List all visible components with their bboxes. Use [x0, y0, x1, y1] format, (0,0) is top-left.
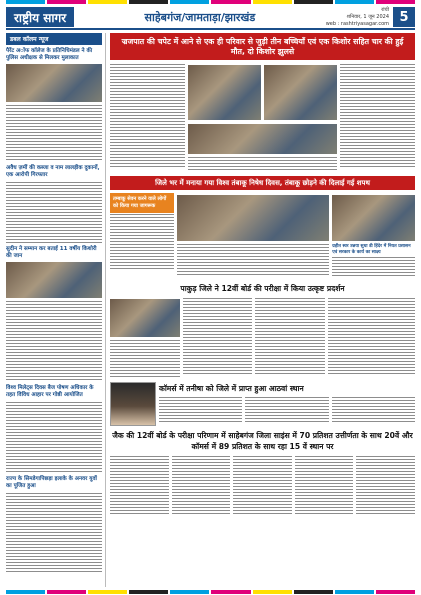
right-photo — [332, 195, 415, 241]
left-body-4 — [6, 401, 102, 473]
lead-body-1 — [110, 63, 185, 167]
pakur-photo-1 — [110, 299, 180, 337]
sahebganj-body-1 — [110, 455, 169, 515]
lead-photo-3 — [188, 124, 338, 154]
tobacco-banner: जिले भर में मनाया गया विश्व तंबाकू निषेध दिवस, तंबाकू छोड़ने की दिलाई गई शपथ — [110, 176, 415, 190]
pakur-inner-row — [110, 297, 325, 379]
lead-story-row — [110, 63, 415, 173]
pakur-col-c — [255, 297, 325, 379]
left-body-1 — [6, 104, 102, 162]
lead-col-3 — [340, 63, 415, 173]
tobacco-callout: तम्बाकू सेवन करने वाले लोगों को किया गया जागरूक — [110, 193, 174, 213]
left-column — [6, 33, 106, 587]
meta-web: web : rashtriyasagar.com — [325, 20, 389, 27]
left-headline-4: विश्व मिलेट्स दिवस बैज पोषण अधिकार के तहत विविध आहार पर गोष्ठी आयोजित — [6, 385, 94, 398]
left-headline-5: राज्य के सिमडेगापिछड़ा इलाके के अनवर युवों का पूजित हुआ — [6, 476, 97, 489]
lead-photo-1 — [188, 65, 261, 120]
tobacco-body-1 — [110, 213, 174, 269]
tobacco-photo — [177, 195, 330, 241]
tobacco-story-row — [110, 193, 415, 280]
meta-city: रांची — [381, 6, 389, 13]
section-title: साहेबगंज/जामताड़ा/झारखंड — [144, 10, 256, 24]
tobacco-body-2 — [177, 243, 330, 277]
left-headline-1: पैरेंट अॉफ कॉलेज के प्रतिनिधिमंडल ने की पुलिस अधीक्षक से मिलकर मुलाकात — [6, 48, 93, 61]
left-body-5 — [6, 492, 102, 572]
lead-photo-2 — [264, 65, 337, 120]
lead-photo-row — [188, 63, 338, 122]
commerce-headline: कॉमर्स में तनीषा को जिले में प्राप्त हुआ आठवां स्थान — [159, 384, 304, 393]
left-headline-2: अवैध ज़मीं की कब्जा व नाम लालड़ीक दुकानों, एक आरोपी गिरफ्तार — [6, 165, 100, 178]
lead-body-2 — [188, 156, 338, 171]
pakur-body-1 — [110, 339, 180, 377]
masthead — [6, 6, 415, 30]
commerce-body-2 — [245, 396, 328, 424]
pakur-col-a — [110, 297, 180, 379]
lead-col-1 — [110, 63, 185, 173]
right-body-2 — [328, 297, 415, 375]
sahebganj-body-row — [110, 455, 415, 517]
commerce-body-3 — [332, 396, 415, 424]
commerce-row — [110, 382, 415, 426]
lead-banner: ज्रजपात की चपेट में आने से एक ही परिवार से जुड़ी तीन बच्चियाँ एवं एक किशोर सहित चार की हुई मौत, दो किशोर झुलसे — [110, 33, 415, 60]
left-photo-1 — [6, 64, 102, 102]
pakur-story-row — [110, 297, 415, 379]
lead-body-3 — [340, 63, 415, 167]
pakur-col-b — [183, 297, 253, 379]
left-headline-3: सुदीन ने सम्मान कर बताई 11 वर्षीय किशोरी की जान — [6, 246, 97, 259]
right-col-lower — [328, 297, 415, 379]
sahebganj-headline: जैक की 12वीं बोर्ड के परीक्षा परिणाम में साहेबगंज जिला साइंस में 70 प्रतिशत उत्तीर्णता के साथ 20वें और कॉमर्स में 89 प्रतिशत के साथ रहा 15 वें स्थान पर — [112, 431, 413, 451]
newspaper-brand: राष्ट्रीय सागर — [6, 7, 74, 27]
left-photo-2 — [6, 262, 102, 298]
pakur-headline: पाकुड़ जिले ने 12वीं बोर्ड की परीक्षा में किया उत्कृष्ट प्रदर्शन — [180, 284, 345, 293]
pakur-col — [110, 297, 325, 379]
masthead-meta — [326, 7, 393, 28]
commerce-body-1 — [159, 396, 242, 424]
commerce-col — [159, 382, 415, 426]
student-portrait — [110, 382, 156, 426]
registration-marks-top — [0, 0, 421, 5]
page-number: 5 — [393, 7, 415, 27]
sahebganj-body-4 — [295, 455, 354, 515]
column-head: डबल कॉलम न्यूज — [6, 33, 102, 45]
meta-date: शनिवार, 1 जून 2024 — [346, 13, 389, 20]
left-body-3 — [6, 300, 102, 382]
pakur-body-2 — [183, 297, 253, 375]
right-headline: ग्रहीत स्वर उन्नया सुधा डी हिंदेर में नियत प्रशासन एवं सरकार के कार्य का साक्ष्य — [332, 244, 411, 255]
right-body-1 — [332, 256, 415, 278]
tobacco-col-2 — [177, 193, 330, 280]
commerce-body-row — [159, 396, 415, 426]
main-area — [110, 33, 415, 587]
sahebganj-body-5 — [356, 455, 415, 515]
tobacco-col-1 — [110, 193, 174, 280]
sahebganj-body-3 — [233, 455, 292, 515]
registration-marks-bottom — [0, 590, 421, 595]
lead-col-2 — [188, 63, 338, 173]
left-body-2 — [6, 181, 102, 243]
tobacco-col-3 — [332, 193, 415, 280]
pakur-body-3 — [255, 297, 325, 375]
sahebganj-body-2 — [172, 455, 231, 515]
